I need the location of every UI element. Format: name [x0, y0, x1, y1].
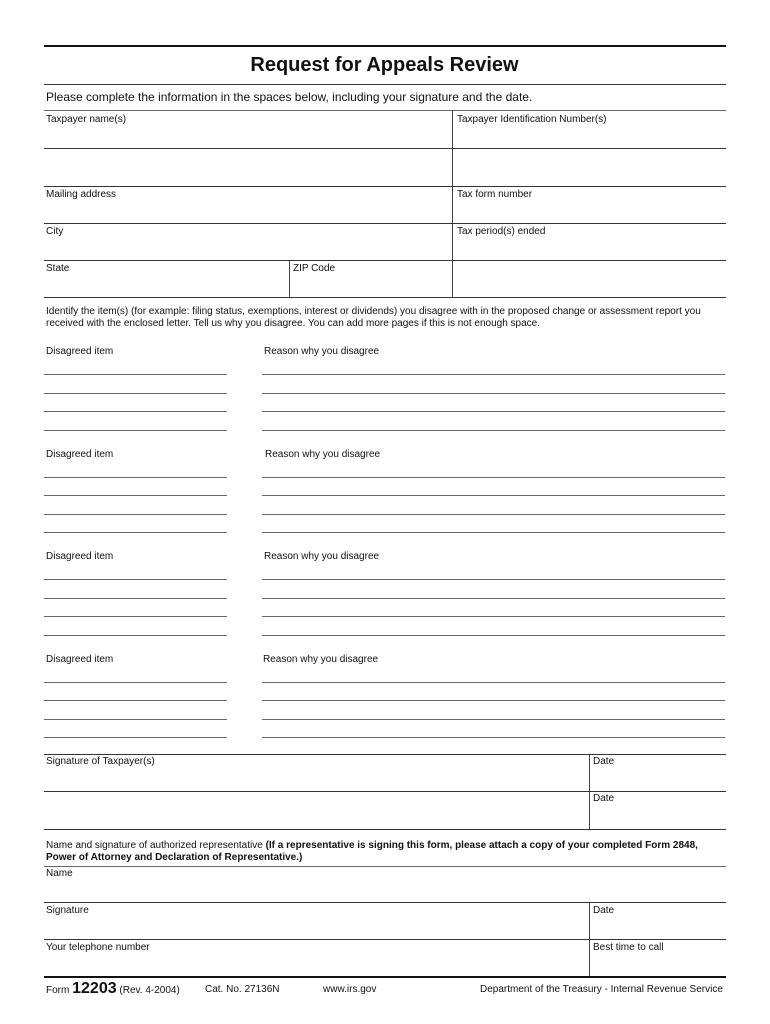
top-rule: [44, 45, 726, 47]
reason-label: Reason why you disagree: [264, 551, 380, 562]
tin-field-2[interactable]: [453, 149, 725, 186]
item-line[interactable]: [44, 579, 227, 580]
tin-field[interactable]: [453, 110, 725, 148]
taxpayer-signature-label: Signature of Taxpayer(s): [46, 756, 155, 767]
zip-field[interactable]: [290, 261, 452, 297]
reason-line[interactable]: [262, 598, 725, 599]
reason-line[interactable]: [262, 719, 725, 720]
catalog-number: Cat. No. 27136N: [205, 984, 280, 995]
item-line[interactable]: [44, 411, 227, 412]
disagreement-instructions: Identify the item(s) (for example: filing status, exemptions, interest or dividends) you disagree with in the proposed change or assessment report you received with the enclosed letter. Tell us why you disagree. You can add more pages if this is not enough space.: [46, 306, 701, 329]
reason-line[interactable]: [262, 514, 725, 515]
page-title: Request for Appeals Review: [250, 54, 519, 76]
taxpayer-name-label: Taxpayer name(s): [46, 114, 127, 125]
disagreed-item-label: Disagreed item: [46, 654, 114, 665]
form-number: 12203: [72, 980, 117, 997]
intro-text: Please complete the information in the spaces below, including your signature and the date.: [46, 90, 533, 104]
reason-line[interactable]: [262, 579, 725, 580]
reason-line[interactable]: [262, 495, 725, 496]
section-rule: [44, 829, 726, 830]
date-label: Date: [593, 756, 615, 767]
reason-line[interactable]: [262, 430, 725, 431]
rep-date-label: Date: [593, 905, 615, 916]
item-line[interactable]: [44, 514, 227, 515]
item-line[interactable]: [44, 532, 227, 533]
form-word: Form: [46, 985, 70, 996]
website-link[interactable]: www.irs.gov: [323, 984, 377, 995]
item-line[interactable]: [44, 477, 227, 478]
rep-signature-label: Signature: [46, 905, 89, 916]
mailing-address-label: Mailing address: [46, 189, 117, 200]
taxpayer-signature-field[interactable]: [44, 755, 589, 829]
disagreed-item-label: Disagreed item: [46, 346, 114, 357]
reason-label: Reason why you disagree: [265, 449, 381, 460]
item-line[interactable]: [44, 737, 227, 738]
item-line[interactable]: [44, 430, 227, 431]
state-field[interactable]: [44, 261, 289, 297]
reason-line[interactable]: [262, 393, 725, 394]
item-line[interactable]: [44, 393, 227, 394]
item-line[interactable]: [44, 719, 227, 720]
best-time-label: Best time to call: [593, 942, 664, 953]
city-field[interactable]: [44, 224, 452, 260]
disagreed-item-label: Disagreed item: [46, 449, 114, 460]
rep-date-field[interactable]: [590, 903, 725, 939]
spouse-date-field[interactable]: [590, 792, 725, 829]
representative-intro-plain: Name and signature of authorized representative: [46, 840, 266, 851]
tin-label: Taxpayer Identification Number(s): [457, 114, 607, 125]
reason-line[interactable]: [262, 374, 725, 375]
representative-intro-bold: (If a representative is signing this form, please attach a copy of your completed Form 2848, Power of Attorney and Declaration of Representative.): [46, 840, 698, 863]
representative-instructions: [46, 840, 722, 864]
reason-label: Reason why you disagree: [264, 346, 380, 357]
disagreed-item-label: Disagreed item: [46, 551, 114, 562]
phone-label: Your telephone number: [46, 942, 150, 953]
tax-form-label: Tax form number: [457, 189, 533, 200]
row-rule: [44, 297, 726, 298]
item-line[interactable]: [44, 635, 227, 636]
state-label: State: [46, 263, 70, 274]
rep-signature-field[interactable]: [44, 903, 589, 939]
item-line[interactable]: [44, 700, 227, 701]
zip-label: ZIP Code: [293, 263, 336, 274]
tax-form-field[interactable]: [453, 187, 725, 223]
reason-line[interactable]: [262, 616, 725, 617]
best-time-field[interactable]: [590, 940, 725, 976]
mailing-address-field[interactable]: [44, 187, 452, 223]
reason-line[interactable]: [262, 700, 725, 701]
reason-line[interactable]: [262, 635, 725, 636]
phone-field[interactable]: [44, 940, 589, 976]
tax-period-label: Tax period(s) ended: [457, 226, 546, 237]
reason-label: Reason why you disagree: [263, 654, 379, 665]
item-line[interactable]: [44, 616, 227, 617]
form-revision: (Rev. 4-2004): [119, 985, 180, 996]
item-line[interactable]: [44, 682, 227, 683]
item-line[interactable]: [44, 598, 227, 599]
item-line[interactable]: [44, 495, 227, 496]
agency-name: Department of the Treasury - Internal Revenue Service: [480, 984, 723, 995]
reason-line[interactable]: [262, 737, 725, 738]
reason-line[interactable]: [262, 532, 725, 533]
taxpayer-date-field[interactable]: [590, 755, 725, 791]
title-rule: [44, 84, 726, 85]
rep-name-field[interactable]: [44, 867, 725, 902]
rep-name-label: Name: [46, 868, 73, 879]
city-label: City: [46, 226, 64, 237]
reason-line[interactable]: [262, 411, 725, 412]
form-identifier: [46, 980, 180, 997]
item-line[interactable]: [44, 374, 227, 375]
reason-line[interactable]: [262, 682, 725, 683]
footer-rule: [44, 976, 726, 978]
date-label: Date: [593, 793, 615, 804]
reason-line[interactable]: [262, 477, 725, 478]
